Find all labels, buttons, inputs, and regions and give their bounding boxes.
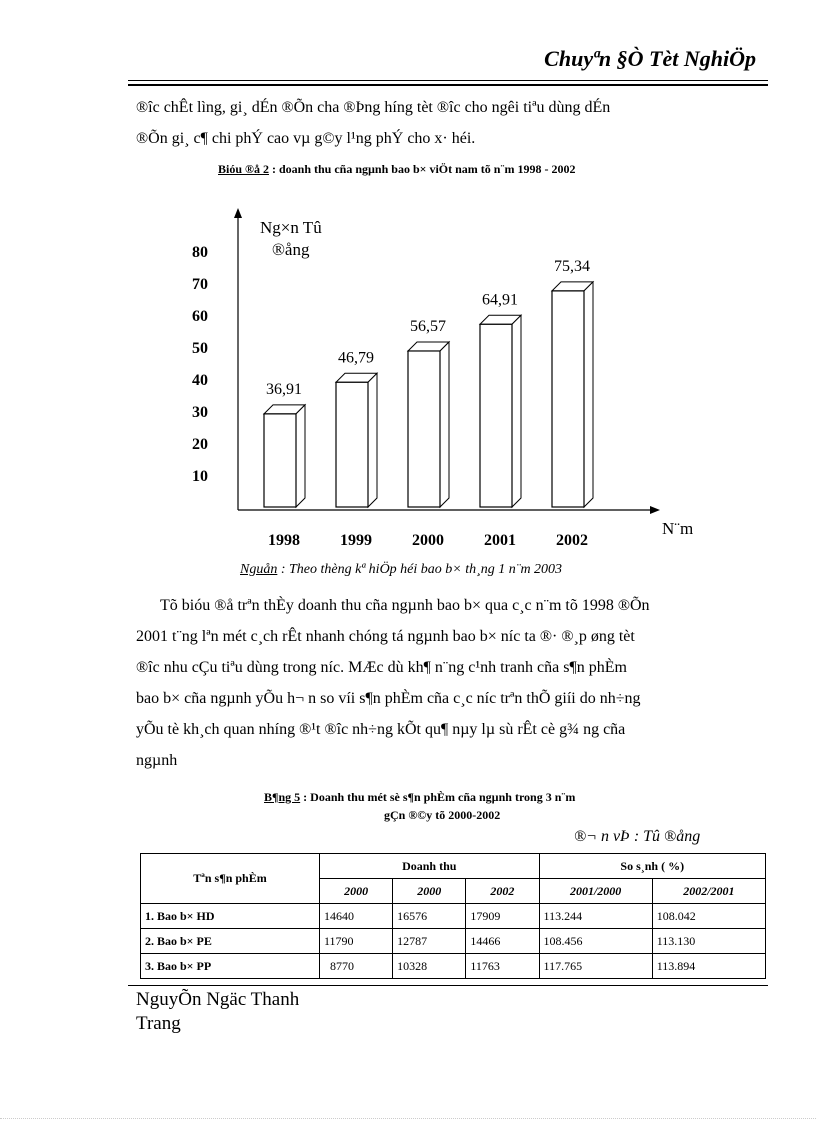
cell: 16576 xyxy=(393,904,466,929)
header-revenue-group: Doanh thu xyxy=(320,854,540,879)
bar-side xyxy=(296,405,305,507)
cell: 8770 xyxy=(320,954,393,979)
chart-source-label: Nguån xyxy=(240,562,278,577)
cell: 12787 xyxy=(393,929,466,954)
body-line: yÕu tè kh¸ch quan nhíng ®¹t ®îc nh÷ng kÕt qu¶ nµy lµ sù rÊt cè g¾ ng cña xyxy=(136,721,626,738)
y-tick-label: 60 xyxy=(192,308,208,325)
bar-value-label: 46,79 xyxy=(338,349,374,367)
intro-paragraph xyxy=(136,92,758,154)
x-tick-label: 2000 xyxy=(412,532,444,549)
x-axis-arrow xyxy=(650,506,660,514)
body-line: bao b× cña ngµnh yÕu h¬ n so víi s¶n phÈm cña c¸c níc trªn thÕ giíi do nh÷ng xyxy=(136,690,641,707)
header-year: 2000 xyxy=(320,879,393,904)
x-tick-label: 1999 xyxy=(340,532,372,549)
cell: 11763 xyxy=(466,954,539,979)
bar xyxy=(408,351,440,507)
chart-source-text: : Theo thèng kª hiÖp héi bao b× th¸ng 1 n¨m 2003 xyxy=(277,562,563,577)
author-line: Trang xyxy=(136,1013,181,1034)
body-paragraph xyxy=(136,590,758,776)
bar-side xyxy=(440,342,449,507)
table-row xyxy=(141,929,766,954)
y-tick-label: 80 xyxy=(192,244,208,261)
page-bottom-dots xyxy=(0,1118,816,1119)
row-name: 1. Bao b× HD xyxy=(141,904,320,929)
body-line: Tõ bióu ®å trªn thÈy doanh thu cña ngµnh bao b× qua c¸c n¨m tõ 1998 ®Õn xyxy=(160,597,650,614)
bar-value-label: 36,91 xyxy=(266,380,302,398)
bar-value-label: 56,57 xyxy=(410,317,446,335)
table-row xyxy=(141,954,766,979)
x-axis-label: N¨m xyxy=(662,519,694,538)
table-caption-label: B¶ng 5 xyxy=(264,790,301,804)
page-header-title: Chuyªn §Ò Tèt NghiÖp xyxy=(544,46,756,71)
cell: 113.244 xyxy=(539,904,652,929)
header-compare-group: So s¸nh ( %) xyxy=(539,854,765,879)
intro-line: ®îc chÊt lìng, gi¸ dÉn ®Õn cha ®Þng híng tèt ®îc cho ngêi tiªu dùng dÉn xyxy=(136,99,611,116)
cell: 14640 xyxy=(320,904,393,929)
cell: 17909 xyxy=(466,904,539,929)
x-tick-label: 2001 xyxy=(484,532,516,549)
header-ratio: 2002/2001 xyxy=(652,879,765,904)
footer-rule xyxy=(128,985,768,986)
bar-side xyxy=(512,315,521,507)
y-tick-label: 10 xyxy=(192,468,208,485)
header-rule-bottom xyxy=(128,84,768,86)
cell: 11790 xyxy=(320,929,393,954)
body-line: ngµnh xyxy=(136,752,178,769)
cell: 117.765 xyxy=(539,954,652,979)
header-rule-top xyxy=(128,80,768,81)
header-year: 2000 xyxy=(393,879,466,904)
table-caption-line1 xyxy=(264,790,575,805)
header-ratio: 2001/2000 xyxy=(539,879,652,904)
cell: 14466 xyxy=(466,929,539,954)
x-tick-label: 2002 xyxy=(556,532,588,549)
table-caption-line2: gÇn ®©y tõ 2000-2002 xyxy=(384,808,501,822)
header-year: 2002 xyxy=(466,879,539,904)
cell: 108.042 xyxy=(652,904,765,929)
table-row xyxy=(141,904,766,929)
intro-line: ®Õn gi¸ c¶ chi phÝ cao vµ g©y l¹ng phÝ cho x· héi. xyxy=(136,130,476,147)
bar xyxy=(480,324,512,507)
body-line: ®îc nhu cÇu tiªu dùng trong níc. MÆc dù kh¶ n¨ng c¹nh tranh cña s¶n phÈm xyxy=(136,659,627,676)
y-axis-arrow xyxy=(234,208,242,218)
y-axis-label: ®ång xyxy=(272,240,310,259)
body-line: 2001 t¨ng lªn mét c¸ch rÊt nhanh chóng tá ngµnh bao b× níc ta ®· ®¸p øng tèt xyxy=(136,628,635,645)
bar-side xyxy=(584,282,593,507)
cell: 108.456 xyxy=(539,929,652,954)
row-name: 3. Bao b× PP xyxy=(141,954,320,979)
author-footer xyxy=(136,988,336,1036)
y-tick-label: 30 xyxy=(192,404,208,421)
revenue-bar-chart xyxy=(180,200,740,560)
chart-caption-label: Bióu ®å 2 xyxy=(218,162,269,176)
chart-caption xyxy=(218,162,575,177)
table-unit: ®¬ n vÞ : Tû ®ång xyxy=(574,828,701,845)
cell: 113.130 xyxy=(652,929,765,954)
bar xyxy=(264,414,296,507)
x-tick-label: 1998 xyxy=(268,532,300,549)
y-tick-label: 70 xyxy=(192,276,208,293)
bar-value-label: 64,91 xyxy=(482,291,518,309)
bar-value-label: 75,34 xyxy=(554,257,590,275)
row-name: 2. Bao b× PE xyxy=(141,929,320,954)
cell: 113.894 xyxy=(652,954,765,979)
bar xyxy=(336,382,368,507)
bar xyxy=(552,291,584,507)
header-product-name: Tªn s¶n phÈm xyxy=(141,854,320,904)
y-tick-label: 20 xyxy=(192,436,208,453)
y-axis-label: Ng×n Tû xyxy=(260,218,322,237)
cell: 10328 xyxy=(393,954,466,979)
author-line: NguyÕn Ngäc Thanh xyxy=(136,989,300,1010)
bar-side xyxy=(368,373,377,507)
revenue-table xyxy=(140,853,766,979)
y-tick-label: 50 xyxy=(192,340,208,357)
chart-source xyxy=(240,562,562,578)
table-caption-text: : Doanh thu mét sè s¶n phÈm cña ngµnh trong 3 n¨m xyxy=(300,790,576,804)
y-tick-label: 40 xyxy=(192,372,208,389)
chart-caption-text: : doanh thu cña ngµnh bao b× viÖt nam tõ n¨m 1998 - 2002 xyxy=(268,162,576,176)
